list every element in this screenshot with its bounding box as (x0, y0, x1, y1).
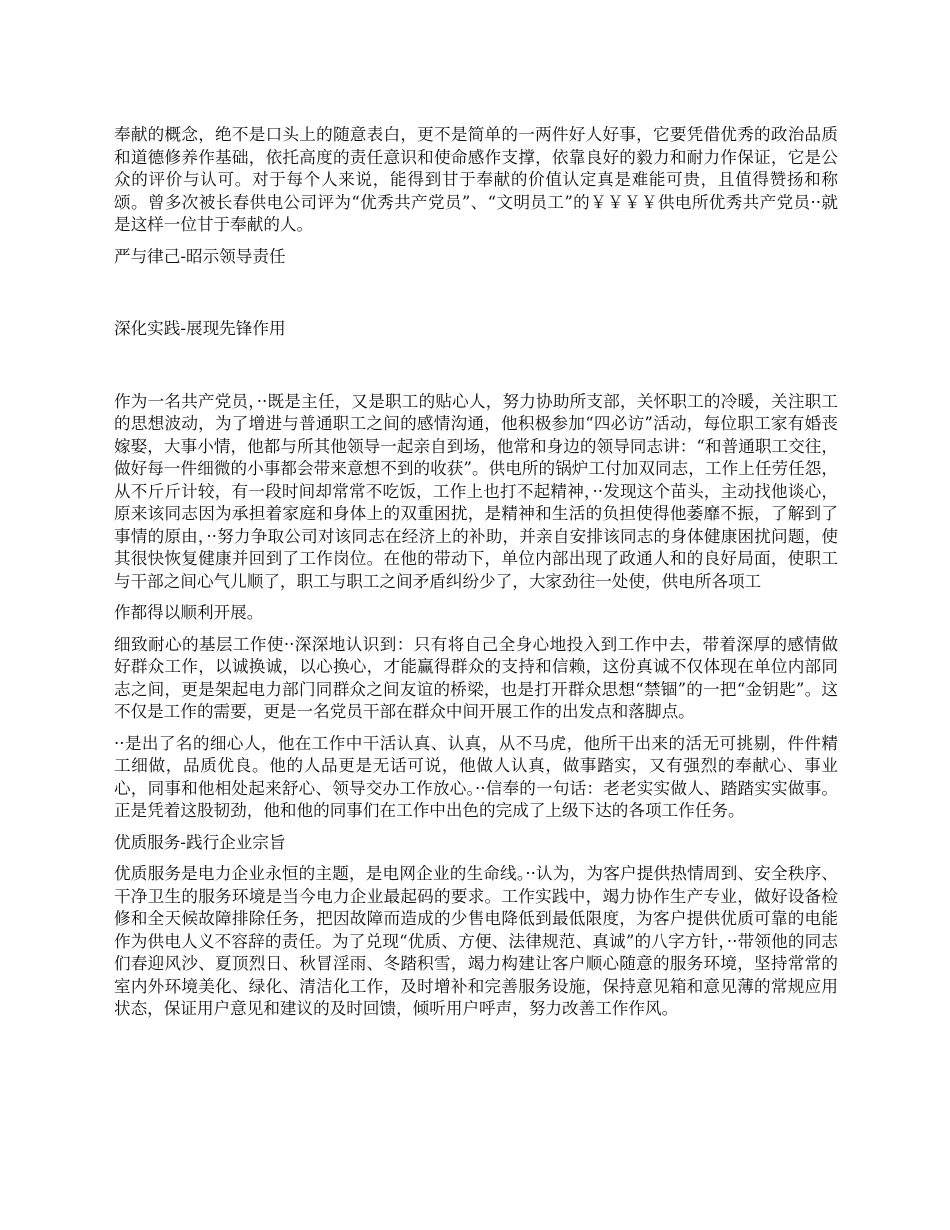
document-body (114, 124, 838, 1021)
section-heading-service: 优质服务-践行企业宗旨 (114, 832, 286, 852)
grassroots-paragraph: 细致耐心的基层工作使··深深地认识到：只有将自己全身心地投入到工作中去，带着深厚的感情做好群众工作，以诚换诚，以心换心，才能赢得群众的支持和信赖，这份真诚不仅体现在单位内部同志之间，更是架起电力部门同群众之间友谊的桥梁，也是打开群众思想“禁锢”的一把“金钥匙”。这不仅是工作的需要，更是一名党员干部在群众中间开展工作的出发点和落脚点。 (114, 634, 838, 721)
section-heading-discipline: 严与律己-昭示领导责任 (114, 246, 286, 266)
practice-paragraph-end: 作都得以顺利开展。 (114, 603, 264, 622)
intro-paragraph: 奉献的概念，绝不是口头上的随意表白，更不是简单的一两件好人好事，它要凭借优秀的政治品质和道德修养作基础，依托高度的责任意识和使命感作支撑，依靠良好的毅力和耐力作保证，它是公众的评价与认可。对于每个人来说，能得到甘于奉献的价值认定真是难能可贵，且值得赞扬和称颂。曾多次被长春供电公司评为“优秀共产党员”、“文明员工”的￥￥￥￥供电所优秀共产党员··就是这样一位甘于奉献的人。 (114, 125, 838, 234)
diligence-paragraph: ··是出了名的细心人，他在工作中干活认真、认真，从不马虎，他所干出来的活无可挑剔，件件精工细做，品质优良。他的人品更是无话可说，他做人认真，做事踏实，又有强烈的奉献心、事业心，同事和他相处起来舒心、领导交办工作放心。··信奉的一句话：老老实实做人、踏踏实实做事。正是凭着这股韧劲，他和他的同事们在工作中出色的完成了上级下达的各项工作任务。 (114, 733, 838, 820)
practice-paragraph: 作为一名共产党员，··既是主任，又是职工的贴心人，努力协助所支部，关怀职工的冷暖，关注职工的思想波动，为了增进与普通职工之间的感情沟通，他积极参加“四必访”活动，每位职工家有婚丧嫁娶，大事小情，他都与所其他领导一起亲自到场，他常和身边的领导同志讲：“和普通职工交往，做好每一件细微的小事都会带来意想不到的收获”。供电所的锅炉工付加双同志，工作上任劳任怨，从不斤斤计较，有一段时间却常常不吃饭，工作上也打不起精神，··发现这个苗头，主动找他谈心，原来该同志因为承担着家庭和身体上的双重困扰，是精神和生活的负担使得他萎靡不振，了解到了事情的原由，··努力争取公司对该同志在经济上的补助，并亲自安排该同志的身体健康困扰问题，使其很快恢复健康并回到了工作岗位。在他的带动下，单位内部出现了政通人和的良好局面，使职工与干部之间心气儿顺了，职工与职工之间矛盾纠纷少了，大家劲往一处使，供电所各项工 (114, 391, 838, 591)
service-paragraph: 优质服务是电力企业永恒的主题，是电网企业的生命线。··认为，为客户提供热情周到、安全秩序、干净卫生的服务环境是当今电力企业最起码的要求。工作实践中，竭力协作生产专业，做好设备检修和全天候故障排除任务，把因故障而造成的少售电降低到最低限度，为客户提供优质可靠的电能作为供电人义不容辞的责任。为了兑现“优质、方便、法律规范、真诚”的八字方针，··带领他的同志们春迎风沙、夏顶烈日、秋冒淫雨、冬踏积雪，竭力构建让客户顺心随意的服务环境，坚持常常的室内外环境美化、绿化、清洁化工作，及时增补和完善服务设施，保持意见箱和意见薄的常规应用状态，保证用户意见和建议的及时回馈，倾听用户呼声，努力改善工作作风。 (114, 864, 838, 1018)
section-heading-practice: 深化实践-展现先锋作用 (114, 319, 286, 338)
